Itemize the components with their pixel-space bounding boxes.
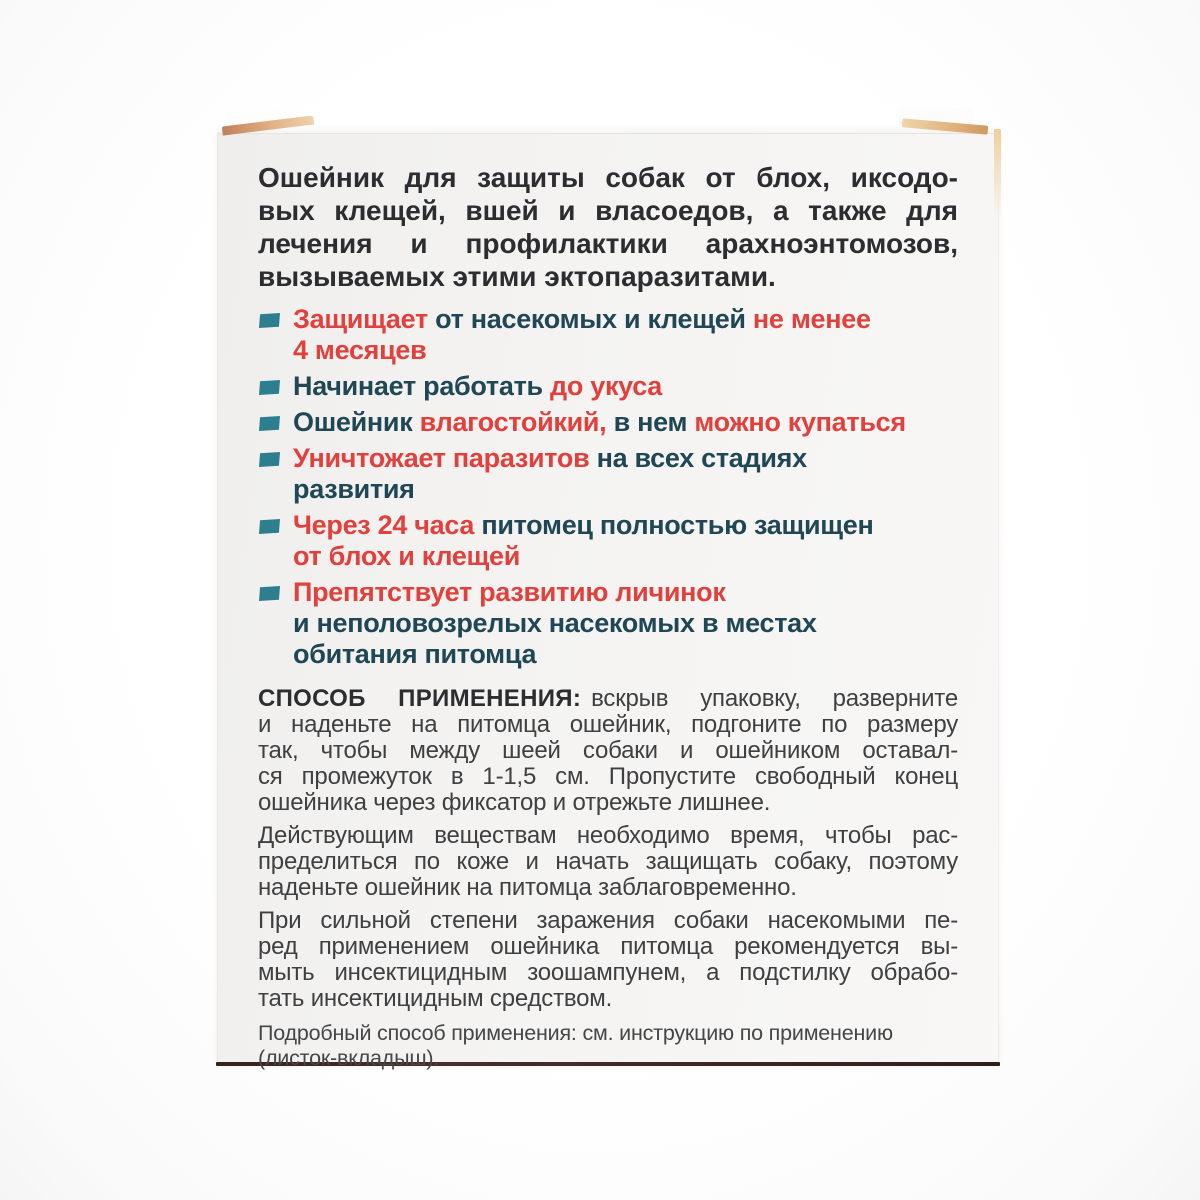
- feature-item: [258, 407, 958, 438]
- usage-line: Действующим веществам необходимо время, чтобы рас-: [258, 822, 958, 849]
- feature-text-segment: на всех стадиях: [596, 443, 807, 473]
- feature-text-segment: Ошейник: [293, 407, 420, 437]
- usage-line: ся промежуток в 1-1,5 см. Пропустите свободный конец: [258, 763, 958, 790]
- feature-text-segment: можно купаться: [694, 407, 906, 437]
- bullet-square-icon: [259, 416, 280, 431]
- feature-text-segment: Препятствует развитию личинок: [293, 577, 726, 607]
- usage-line: и наденьте на питомца ошейник, подгоните по размеру: [258, 711, 958, 738]
- usage-paragraph: [258, 908, 958, 1012]
- feature-line: [293, 608, 817, 639]
- feature-line: [293, 541, 874, 572]
- description-line: вых клещей, вшей и власоедов, а также для: [258, 195, 958, 226]
- feature-line: [293, 407, 906, 438]
- feature-item: [258, 510, 958, 572]
- usage-line: тать инсектицидным средством.: [258, 985, 613, 1012]
- feature-text-segment: влагостойкий,: [419, 407, 614, 437]
- box-right-edge-sliver: [994, 129, 1001, 219]
- usage-line: пределиться по коже и начать защищать собаку, поэтому: [258, 848, 958, 875]
- feature-line: [293, 639, 817, 670]
- feature-text-segment: развития: [293, 474, 415, 504]
- feature-text: [293, 577, 817, 670]
- feature-text-segment: от насекомых и клещей: [435, 304, 753, 334]
- fine-print-line: Подробный способ применения: см. инструкцию по применению: [258, 1021, 893, 1045]
- feature-text-segment: в нем: [613, 407, 695, 437]
- description-line: Ошейник для защиты собак от блох, иксодо-: [258, 162, 958, 193]
- feature-line: [293, 443, 807, 474]
- feature-text-segment: Через 24 часа: [293, 510, 482, 540]
- feature-item: [258, 304, 958, 366]
- feature-line: [293, 304, 871, 335]
- box-top-edge: [217, 124, 999, 134]
- product-description: [258, 161, 958, 293]
- feature-text-segment: Защищает: [293, 304, 436, 334]
- feature-text-segment: не менее: [752, 304, 871, 334]
- description-line: вызываемых этими эктопаразитами.: [258, 261, 776, 292]
- bullet-square-icon: [259, 586, 280, 601]
- feature-item: [258, 371, 958, 402]
- usage-line: [258, 686, 958, 712]
- usage-line-text: вскрыв упаковку, разверните: [591, 685, 958, 712]
- feature-text: [293, 443, 807, 505]
- feature-line: [293, 577, 817, 608]
- feature-text-segment: Уничтожает паразитов: [293, 443, 597, 473]
- box-flap-right: [888, 107, 992, 137]
- usage-instructions: [258, 686, 958, 1012]
- feature-line: [293, 510, 874, 541]
- feature-item: [258, 443, 958, 505]
- fine-print: [258, 1021, 958, 1071]
- bullet-square-icon: [259, 519, 280, 534]
- feature-line: [293, 474, 807, 505]
- bullet-square-icon: [259, 380, 280, 395]
- feature-text: [293, 510, 874, 572]
- feature-line: [293, 335, 871, 366]
- usage-heading: СПОСОБ ПРИМЕНЕНИЯ:: [258, 685, 582, 712]
- feature-list: [258, 304, 958, 670]
- feature-text-segment: и неполовозрелых насекомых в местах: [293, 608, 817, 638]
- feature-text: [293, 304, 871, 366]
- usage-paragraph: [258, 686, 958, 816]
- feature-text-segment: Начинает работать: [293, 371, 550, 401]
- usage-line: ошейника через фиксатор и отрежьте лишнее.: [258, 789, 771, 816]
- package-box: [218, 133, 998, 1070]
- feature-text: [293, 371, 662, 402]
- usage-line: так, чтобы между шеей собаки и ошейником оставал-: [258, 737, 958, 764]
- bullet-square-icon: [259, 313, 280, 328]
- usage-line: ред применением ошейника питомца рекомендуется вы-: [258, 933, 958, 960]
- usage-line: мыть инсектицидным зоошампунем, а подстилку обрабо-: [258, 959, 958, 986]
- feature-text-segment: от блох и клещей: [293, 541, 521, 571]
- usage-paragraph: [258, 823, 958, 901]
- bullet-square-icon: [259, 452, 280, 467]
- package-back-panel: [258, 161, 958, 1071]
- feature-text-segment: до укуса: [550, 371, 662, 401]
- feature-text-segment: питомец полностью защищен: [481, 510, 874, 540]
- description-line: лечения и профилактики арахноэнтомозов,: [258, 228, 958, 259]
- feature-text-segment: обитания питомца: [293, 639, 537, 669]
- usage-line: При сильной степени заражения собаки насекомыми пе-: [258, 907, 958, 934]
- fine-print-line: (листок-вкладыш).: [258, 1046, 440, 1070]
- box-flap-left: [222, 109, 322, 137]
- feature-line: [293, 371, 662, 402]
- feature-text: [293, 407, 906, 438]
- usage-line: наденьте ошейник на питомца заблаговременно.: [258, 874, 797, 901]
- feature-text-segment: 4 месяцев: [293, 335, 427, 365]
- feature-item: [258, 577, 958, 670]
